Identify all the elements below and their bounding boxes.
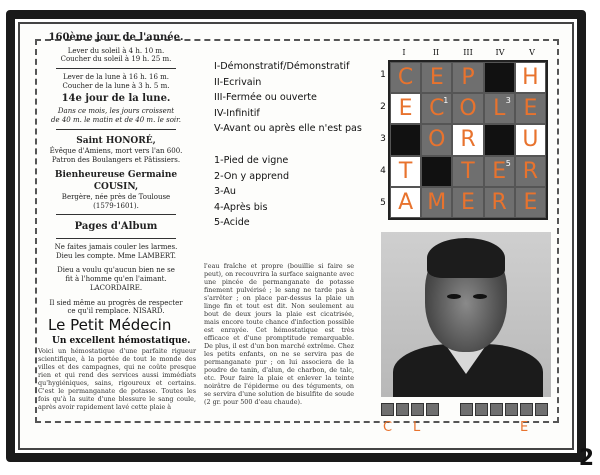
grid-cell-black	[421, 156, 452, 187]
moon-day: 14e jour de la lune.	[61, 92, 171, 104]
sun-set: Coucher du soleil à 19 h. 25 m.	[60, 55, 172, 64]
cell-letter: E	[523, 96, 538, 122]
cell-letter: A	[398, 189, 414, 215]
cell-number: 5	[505, 158, 511, 168]
answer-box[interactable]	[505, 403, 518, 416]
day-title: 160ème jour de l'année.	[48, 32, 184, 43]
album-quote-3b: ce qu'il remplace. NISARD.	[67, 307, 165, 316]
grid-cell[interactable]	[390, 62, 421, 93]
cell-letter: M	[427, 189, 447, 215]
grid-cell[interactable]	[390, 187, 421, 218]
divider	[56, 68, 176, 69]
cell-letter: R	[491, 189, 507, 215]
album-quote-1b: Dieu les compte. Mme LAMBERT.	[56, 251, 176, 260]
grid-row-labels	[378, 60, 388, 220]
grid-cell-black	[484, 62, 515, 93]
answer-box[interactable]	[426, 403, 439, 416]
row-label: 2	[380, 102, 386, 112]
clue-across-1: I-Démonstratif/Démonstratif	[214, 61, 350, 72]
grid-cell[interactable]	[484, 93, 515, 124]
cell-letter: E	[492, 158, 507, 184]
album-quote-3a: Il sied même au progrès de respecter	[49, 298, 183, 307]
answer-box[interactable]	[535, 403, 548, 416]
grid-cell[interactable]	[421, 62, 452, 93]
portrait-eye	[473, 294, 487, 299]
cell-letter: R	[460, 127, 476, 153]
grid-cell[interactable]	[452, 156, 483, 187]
portrait-photo	[381, 232, 551, 397]
answer-boxes-group-1	[381, 403, 439, 417]
page-number: 2	[578, 446, 594, 471]
answer-box[interactable]	[381, 403, 394, 416]
answer-letter: C	[383, 420, 393, 435]
clue-down-2: 2-On y apprend	[214, 170, 290, 182]
portrait-hair	[427, 238, 505, 278]
col-label: III	[463, 48, 473, 57]
clue-down-5: 5-Acide	[214, 217, 250, 229]
grid-cell[interactable]	[452, 62, 483, 93]
grid-cell-black	[484, 124, 515, 155]
album-quote-2a: Dieu a voulu qu'aucun bien ne se	[57, 266, 175, 275]
clue-down-3: 3-Au	[214, 186, 236, 198]
grid-cell[interactable]	[515, 156, 546, 187]
grid-cell[interactable]	[484, 156, 515, 187]
blessed-name: Bienheureuse Germaine COUSIN,	[54, 170, 178, 192]
portrait-eye	[447, 294, 461, 299]
answer-box[interactable]	[460, 403, 473, 416]
cell-letter: H	[522, 65, 539, 91]
answer-box[interactable]	[520, 403, 533, 416]
col-label: I	[402, 48, 406, 57]
crossword-grid	[388, 60, 548, 220]
blessed-desc-2: (1579-1601).	[93, 201, 139, 210]
col-label: V	[529, 48, 535, 57]
moon-set: Coucher de la lune à 3 h. 5 m.	[62, 81, 170, 90]
cell-number: 1	[443, 96, 449, 106]
moon-rise: Lever de la lune à 16 h. 16 m.	[62, 73, 170, 81]
cell-letter: E	[429, 65, 444, 91]
clue-across-2: II-Ecrivain	[214, 76, 262, 88]
article-body-continued: l'eau fraîche et propre (bouillie si faire se peut), on recouvrira la surface saignante avec une pincée de permanganate de potasse finement pulvérisé ; le sang ne tarde pas à s'arrêter ; on place par-dessus la plaie un linge fin et tout est dit. Non seulement au bout de deux jours la plaie est cicatrisée, mais encore toute chance d'infection possible est enrayée. Cet hémostatique est très efficace et d'une promptitude remarquable. De plus, il est d'un bon marché extrême. Chez les petits enfants, on ne se servira pas de permanganate pur ; on lui associera de la poudre de tanin, d'alun, de charbon, de talc, etc. Pour faire la plaie et enlever la teinte noirâtre de l'épiderme ou des téguments, on se servira d'une solution de bisulfite de soude (2 gr. pour 500 d'eau chaude).	[204, 262, 354, 406]
clue-across-4: IV-Infinitif	[214, 107, 260, 119]
saint-name: Saint HONORÉ,	[76, 135, 156, 146]
saint-desc-1: Évêque d'Amiens, mort vers l'an 600.	[49, 146, 183, 155]
divider	[56, 129, 176, 130]
clue-across-5: V-Avant ou après elle n'est pas	[214, 123, 362, 135]
cell-number: 3	[505, 96, 511, 106]
divider	[56, 214, 176, 215]
grid-cell-black	[390, 124, 421, 155]
cell-letter: C	[397, 65, 414, 91]
clue-spacer	[214, 137, 362, 153]
almanac-column	[36, 30, 196, 316]
row-label: 5	[380, 198, 386, 208]
album-quote-2c: LACORDAIRE.	[89, 283, 143, 292]
blessed-desc-1: Bergère, née près de Toulouse	[61, 192, 171, 201]
grid-cell[interactable]	[452, 93, 483, 124]
grid-cell[interactable]	[421, 187, 452, 218]
grid-cell[interactable]	[390, 156, 421, 187]
divider	[56, 238, 176, 239]
clue-down-4: 4-Après bis	[214, 201, 268, 213]
cell-letter: E	[523, 189, 538, 215]
crossword-clues	[214, 59, 362, 231]
col-label: IV	[495, 48, 505, 57]
row-label: 1	[380, 70, 386, 80]
cell-letter: O	[428, 127, 446, 153]
grid-cell[interactable]	[421, 93, 452, 124]
article-subtitle: Un excellent hémostatique.	[52, 336, 191, 346]
cell-letter: L	[493, 96, 506, 122]
sun-rise: Lever du soleil à 4 h. 10 m.	[67, 46, 165, 55]
answer-letter: L	[413, 420, 421, 435]
grid-cell[interactable]	[515, 62, 546, 93]
answer-box[interactable]	[396, 403, 409, 416]
cell-letter: E	[398, 96, 413, 122]
answer-boxes-group-2	[460, 403, 548, 417]
grid-cell[interactable]	[452, 124, 483, 155]
row-label: 3	[380, 134, 386, 144]
cell-letter: U	[522, 127, 539, 153]
cell-letter: O	[459, 96, 477, 122]
cell-letter: E	[461, 189, 475, 215]
row-label: 4	[380, 166, 386, 176]
answer-box[interactable]	[411, 403, 424, 416]
days-note-2: de 40 m. le matin et de 40 m. le soir.	[51, 115, 181, 124]
answer-letter: E	[520, 420, 529, 435]
cell-letter: T	[461, 158, 475, 184]
saint-desc-2: Patron des Boulangers et Pâtissiers.	[51, 155, 181, 164]
cell-letter: T	[398, 158, 413, 184]
album-title: Pages d'Album	[74, 221, 158, 233]
clue-across-3: III-Fermée ou ouverte	[214, 92, 317, 104]
article-title: Le Petit Médecin	[48, 316, 172, 334]
grid-cell[interactable]	[484, 187, 515, 218]
clue-down-1: 1-Pied de vigne	[214, 154, 289, 166]
grid-cell[interactable]	[390, 93, 421, 124]
answer-box[interactable]	[475, 403, 488, 416]
cell-letter: C	[429, 96, 445, 122]
grid-column-labels	[388, 48, 548, 60]
article-body: Voici un hémostatique d'une parfaite rigueur scientifique, à la portée de tout le monde des villes et des campagnes, qui ne coûte presque rien et qui rend des services aussi immédiats qu'hygiéniques, sains, rigoureux et certains. C'est le permanganate de potasse. Toutes les fois qu'à la suite d'une blessure le sang coule, après avoir rapidement lavé cette plaie à	[38, 347, 196, 411]
album-quote-2b: fit à l'homme qu'en l'aimant.	[65, 275, 167, 283]
grid-cell[interactable]	[452, 187, 483, 218]
grid-cell[interactable]	[515, 93, 546, 124]
col-label: II	[432, 48, 440, 57]
cell-letter: R	[522, 158, 539, 184]
grid-cell[interactable]	[515, 187, 546, 218]
album-quote-1a: Ne faites jamais couler les larmes.	[54, 242, 178, 251]
days-note-1: Dans ce mois, les jours croissent	[57, 107, 175, 115]
cell-letter: P	[461, 65, 475, 91]
grid-cell[interactable]	[515, 124, 546, 155]
answer-box[interactable]	[490, 403, 503, 416]
grid-cell[interactable]	[421, 124, 452, 155]
